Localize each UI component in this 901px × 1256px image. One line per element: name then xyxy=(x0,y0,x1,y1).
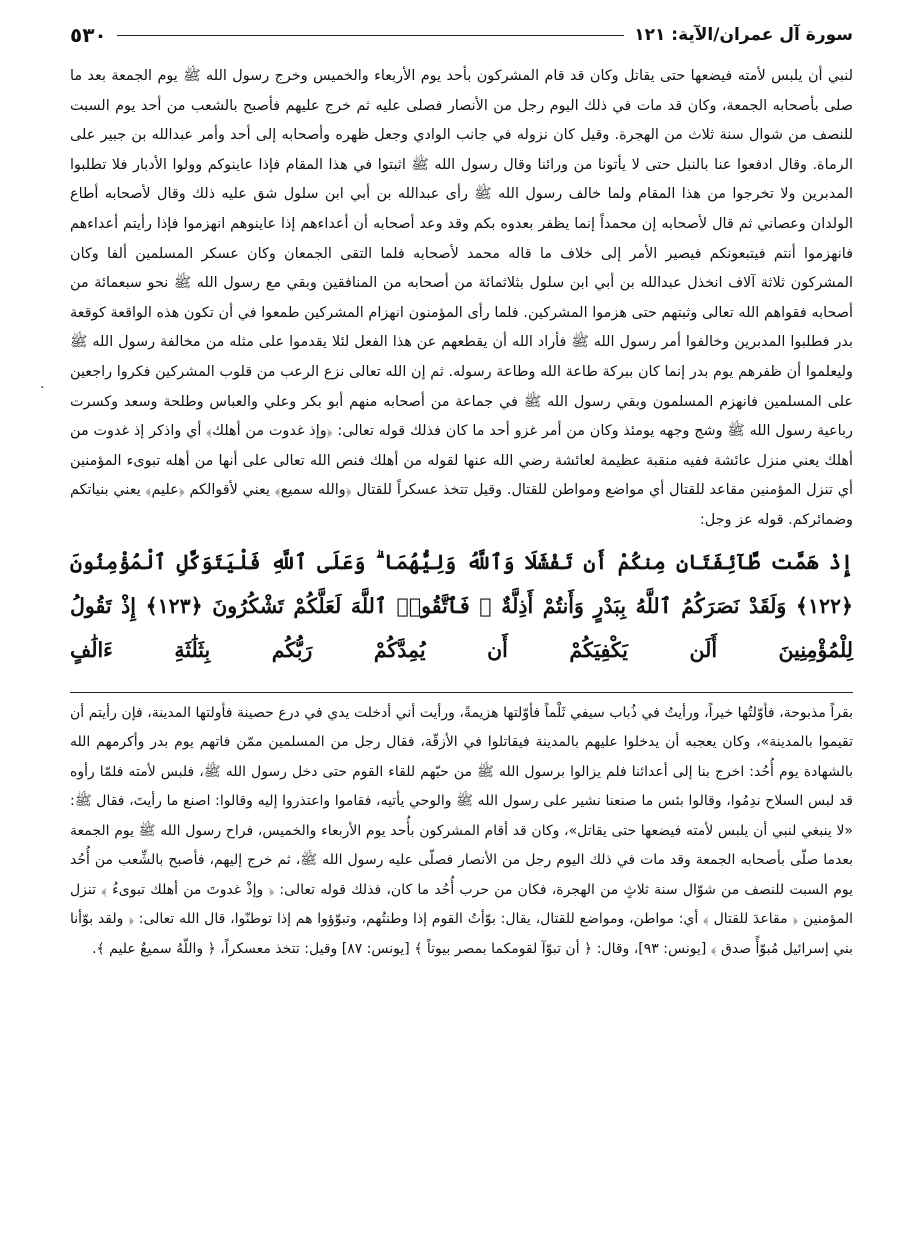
quran-verses: إِذْ هَمَّت طَّآئِفَتَانِ مِنكُمْ أَن تَفْشَلَا وَٱللَّهُ وَلِيُّهُمَا ۗ وَعَلَى ٱللَّهِ فَلْيَتَوَكَّلِ ٱلْمُؤْمِنُونَ ﴿١٢٢﴾ وَلَقَدْ نَصَرَكُمُ ٱللَّهُ بِبَدْرٍ وَأَنتُمْ أَذِلَّةٌ ۖ فَٱتَّقُوا۟ ٱللَّهَ لَعَلَّكُمْ تَشْكُرُونَ ﴿١٢٣﴾ إِذْ تَقُولُ لِلْمُؤْمِنِينَ أَلَن يَكْفِيَكُمْ أَن يُمِدَّكُمْ رَبُّكُم بِثَلَٰثَةِ ءَالَٰفٍ xyxy=(70,549,853,662)
commentary-text: لنبي أن يلبس لأمته فيضعها حتى يقاتل وكان قد قام المشركون بأحد يوم الأربعاء والخميس وخرج رسول الله ﷺ يوم الجمعة بعد ما صلى بأصحابه الجمعة، وكان قد مات في ذلك اليوم رجل من الأنصار فصلى عليه ثم خرج عليهم فأصبح بالشعب من أحد يوم السبت للنصف من شوال سنة ثلاث من الهجرة. وقيل كان نزوله في جانب الوادي وجعل ظهره وأصحابه إلى أحد وأمر عبدالله بن جبير على الرماة. وقال ادفعوا عنا بالنبل حتى لا يأتونا من ورائنا وقال رسول الله ﷺ اثبتوا في هذا المقام فإذا عاينوكم وولوا الأدبار فلا تطلبوا المدبرين ولا تخرجوا من هذا المقام ولما خالف رسول الله ﷺ رأى عبدالله بن أبي ابن سلول شق عليه ذلك وقال لأصحابه أطاع الولدان وعصاني ثم قال لأصحابه إن محمداً إنما يظفر بعدوه بكم وقد وعد أصحابه أن أعداءهم إذا عاينوهم انهزموا فإذا رأيتم أعداءهم فانهزموا أنتم فيتبعونكم فيصير الأمر إلى خلاف ما قاله محمد لأصحابه فلما التقى الجمعان وكان عسكر المسلمين ألفا وكان المشركون ثلاثة آلاف انخذل عبدالله بن أبي ابن سلول بثلاثمائة من أصحابه من المنافقين وبقي مع رسول الله ﷺ نحو سبعمائة من أصحابه فقواهم الله تعالى وثبتهم حتى هزموا المشركين. فلما رأى المؤمنون انهزام المشركين طمعوا في أن تكون هذه الواقعة كوقعة بدر فطلبوا المدبرين وخالفوا أمر رسول الله ﷺ فأراد الله أن يقطعهم عن هذا الفعل لئلا يقدموا على مثله من مخالفة رسول الله ﷺ وليعلموا أن ظفرهم يوم بدر إنما كان ببركة طاعة الله وطاعة رسوله. ثم إن الله تعالى نزع الرعب من قلوب المشركين فكروا راجعين على المسلمين فانهزم المسلمون وبقي رسول الله ﷺ في جماعة من أصحابه منهم أبو بكر وعلي والعباس وطلحة وسعد وكسرت رباعية رسول الله ﷺ وشج وجهه يومئذ وكان من أمر غزو أحد ما كان فذلك قوله تعالى: ﴿وإذ غدوت من أهلك﴾ أي واذكر إذ غدوت من أهلك يعني منزل عائشة ففيه منقبة عظيمة لعائشة رضي الله عنها لقوله من أهلك فنص الله تعالى على أنها من أهله تبوىء المؤمنين أي تنزل المؤمنين مقاعد للقتال أي مواضع ومواطن للقتال. وقيل تتخذ عسكراً للقتال ﴿والله سميع﴾ يعني لأقوالكم ﴿عليم﴾ يعني بنياتكم وضمائركم. قوله عز وجل: xyxy=(70,68,853,528)
page-number: ٥٣٠ xyxy=(70,23,107,47)
footnote-text: بقراً مذبوحة، فأوّلتُها خيراً، ورأيتُ في ذُباب سيفي ثَلْماً فأوّلتها هزيمةً، ورأيت أني أدخلت يدي في درع حصينة فأولتها المدينة، فإن رأيتم أن تقيموا بالمدينة»، وكان يعجبه أن يدخلوا عليهم بالمدينة فيقاتلوا في الأزقّة، فقال رجل من المسلمين ممّن فاتهم يوم بدر وأكرمهم الله بالشهادة يوم أُحُد: اخرج بنا إلى أعدائنا فلم يزالوا برسول الله ﷺ من حبّهم للقاء القوم حتى دخل رسول الله ﷺ، فلبس لأمته فلمّا رأوه قد لبس السلاح ندِمُوا، وقالوا بئس ما صنعنا نشير على رسول الله ﷺ والوحي يأتيه، فقاموا واعتذروا إليه وقالوا: اصنع ما رأيتَ، فقال ﷺ: «لا ينبغي لنبي أن يلبس لأمته فيضعها حتى يقاتل»، وكان قد أقام المشركون بأُحد يوم الأربعاء والخميس، فراح رسول الله ﷺ يوم الجمعة بعدما صلّى بأصحابه الجمعة وقد مات في ذلك اليوم رجل من الأنصار فصلّى عليه رسول الله ﷺ، ثم خرج إليهم، فأصبح بالشِّعب من أُحُد يوم السبت للنصف من شوّال سنة ثلاثٍ من الهجرة، فكان من حرب أُحُد ما كان، فذلك قوله تعالى: ﴿ وإذْ غدوتَ من أهلك تبوىءُ ﴾ تنزل المؤمنين ﴿ مقاعدَ للقتال ﴾ أي: مواطن، ومواضع للقتال، يقال: بوّأتُ القوم إذا وطنتُهم، وتبوّؤوا هم إذا توطنّوا، قال الله تعالى: ﴿ ولقد بوّأنا بني إسرائيل مُبوّأً صدق ﴾ [يونس: ٩٣]، وقال: ﴿ أن تبوّآ لقومكما بمصر بيوتاً ﴾ [يونس: ٨٧] وقيل: تتخذ معسكراً، ﴿ واللّهُ سميعٌ عليم ﴾. xyxy=(70,704,853,957)
footnote-separator xyxy=(70,692,853,693)
page-header xyxy=(70,18,853,52)
margin-mark: · xyxy=(40,380,45,396)
header-rule xyxy=(117,35,625,36)
running-title: سورة آل عمران/الآية: ١٢١ xyxy=(634,25,853,45)
